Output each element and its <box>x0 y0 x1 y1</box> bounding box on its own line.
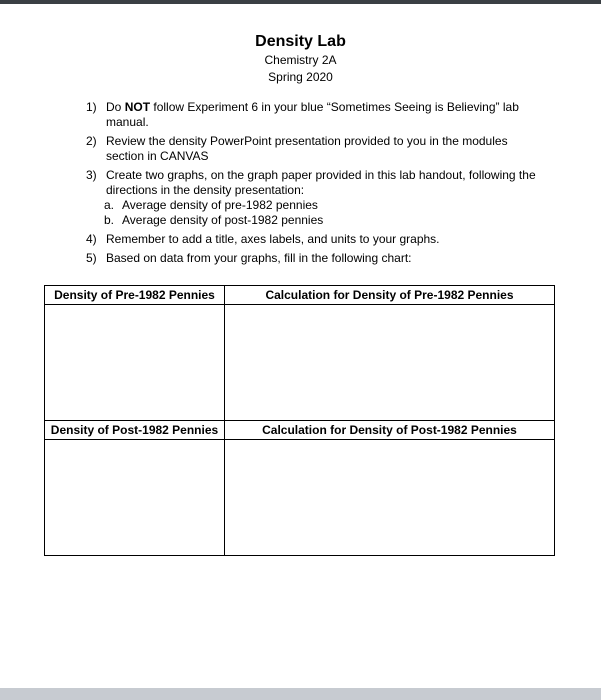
term-label: Spring 2020 <box>268 70 333 84</box>
pre-calc-answer-cell[interactable] <box>225 305 555 421</box>
sub-instruction-a <box>104 198 546 213</box>
item-text: Create two graphs, on the graph paper provided in this lab handout, following the directions in the density presentation: <box>106 168 536 197</box>
instruction-item-3 <box>86 168 546 198</box>
pre-density-answer-cell[interactable] <box>45 305 225 421</box>
table-row <box>45 421 555 440</box>
table-row <box>45 305 555 421</box>
top-edge-bar <box>0 0 601 4</box>
density-chart-table <box>44 285 555 556</box>
sub-item-letter: a. <box>104 198 115 212</box>
item-number: 5) <box>86 251 97 265</box>
instruction-item-2 <box>86 134 546 164</box>
pre-density-header: Density of Pre-1982 Pennies <box>45 286 225 305</box>
item-number: 1) <box>86 100 97 114</box>
page-title: Density Lab <box>255 33 346 50</box>
pre-calc-header: Calculation for Density of Pre-1982 Pennies <box>225 286 555 305</box>
item-text: Remember to add a title, axes labels, and units to your graphs. <box>106 232 440 246</box>
post-calc-header: Calculation for Density of Post-1982 Pennies <box>225 421 555 440</box>
item-text: Review the density PowerPoint presentation provided to you in the modules section in CANVAS <box>106 134 508 163</box>
instruction-item-4 <box>86 232 546 247</box>
sub-instruction-b <box>104 213 546 228</box>
course-name: Chemistry 2A <box>264 53 337 67</box>
item-text-end: follow Experiment 6 in your blue “Sometimes Seeing is Believing” lab manual. <box>106 100 519 129</box>
item-text: Based on data from your graphs, fill in the following chart: <box>106 251 412 265</box>
item-number: 4) <box>86 232 97 246</box>
item-emphasis: NOT <box>124 100 151 114</box>
document-header <box>0 32 601 86</box>
sub-item-text: Average density of post-1982 pennies <box>122 213 324 227</box>
bottom-edge-bar <box>0 688 601 700</box>
post-calc-answer-cell[interactable] <box>225 440 555 556</box>
instruction-list <box>86 100 546 270</box>
item-number: 2) <box>86 134 97 148</box>
table-row <box>45 440 555 556</box>
post-density-answer-cell[interactable] <box>45 440 225 556</box>
table-row <box>45 286 555 305</box>
instruction-item-1 <box>86 100 546 130</box>
sub-item-letter: b. <box>104 213 115 227</box>
item-number: 3) <box>86 168 97 182</box>
item-text-start: Do <box>106 100 125 114</box>
instruction-item-5 <box>86 251 546 266</box>
post-density-header: Density of Post-1982 Pennies <box>45 421 225 440</box>
sub-item-text: Average density of pre-1982 pennies <box>122 198 318 212</box>
